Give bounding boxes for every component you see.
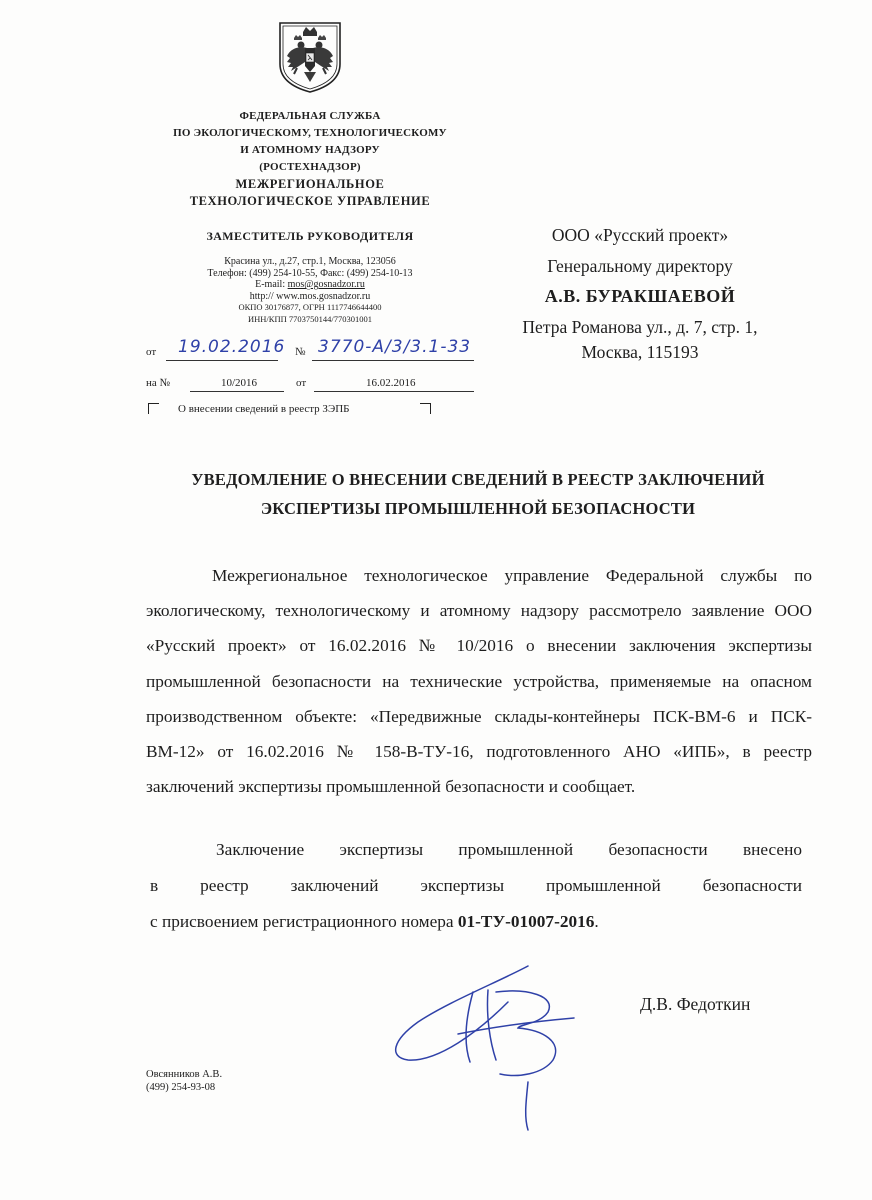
sender-website[interactable]: http:// www.mos.gosnadzor.ru bbox=[249, 290, 371, 302]
ref-number-underline bbox=[312, 360, 474, 361]
word: промышленной bbox=[546, 876, 661, 895]
ref-on-date: 16.02.2016 bbox=[366, 377, 416, 389]
paragraph-2-line-3-text: с присвоением регистрационного номера bbox=[150, 912, 458, 931]
period: . bbox=[594, 912, 599, 931]
word: безопасности bbox=[702, 876, 802, 895]
word: экспертизы bbox=[339, 840, 424, 859]
email-prefix: E-mail: bbox=[255, 279, 288, 291]
agency-line: ПО ЭКОЛОГИЧЕСКОМУ, ТЕХНОЛОГИЧЕСКОМУ bbox=[173, 127, 447, 139]
ref-on-label: на № bbox=[146, 377, 171, 389]
sender-phone: Телефон: (499) 254-10-55, Факс: (499) 254-10-13 bbox=[207, 267, 413, 279]
coat-of-arms-icon bbox=[277, 20, 343, 94]
registration-number: 01-ТУ-01007-2016 bbox=[457, 912, 595, 931]
body-paragraph-1 bbox=[146, 558, 812, 804]
paragraph-1-text: Межрегиональное технологическое управление Федеральной службы по экологическому, технологическому и атомному надзору рассмотрело заявление ООО «Русский проект» от 16.02.2016 № 10/2016 о внесении заключения экспертизы промышленной безопасности на технические устройства, применяемые на опасном производственном объекте: «Передвижные склады-контейнеры ПСК-ВМ-6 и ПСК-ВМ-12» от 16.02.2016 № 158-В-ТУ-16, подготовленного АНО «ИПБ», в реестр заключений экспертизы промышленной безопасности и сообщает. bbox=[146, 566, 812, 797]
sender-position: ЗАМЕСТИТЕЛЬ РУКОВОДИТЕЛЯ bbox=[206, 229, 414, 243]
agency-line: ФЕДЕРАЛЬНАЯ СЛУЖБА bbox=[239, 110, 381, 122]
subject-bracket-left bbox=[148, 403, 159, 414]
recipient-address-2: Москва, 115193 bbox=[581, 342, 699, 362]
signer-name: Д.В. Федоткин bbox=[640, 994, 751, 1014]
ref-number-label: № bbox=[295, 346, 306, 358]
recipient-address-1: Петра Романова ул., д. 7, стр. 1, bbox=[522, 317, 758, 337]
ref-date-underline bbox=[166, 360, 278, 361]
paragraph-2-line-2 bbox=[150, 868, 802, 904]
word: в bbox=[150, 876, 159, 895]
word: безопасности bbox=[608, 840, 708, 859]
sender-email-line bbox=[160, 279, 460, 291]
ref-date-handwritten: 19.02.2016 bbox=[178, 337, 286, 357]
executor-info bbox=[146, 1068, 222, 1094]
executor-phone: (499) 254-93-08 bbox=[146, 1082, 216, 1093]
recipient-position: Генеральному директору bbox=[547, 256, 733, 276]
ref-from-label: от bbox=[146, 346, 157, 358]
recipient-name: А.В. БУРАКШАЕВОЙ bbox=[544, 286, 736, 306]
word: промышленной bbox=[458, 840, 574, 859]
handwritten-signature bbox=[378, 962, 588, 1132]
word: реестр bbox=[200, 876, 249, 895]
sender-okpo: ОКПО 30176877, ОГРН 1117746644400 bbox=[238, 302, 382, 313]
document-title-line-2: ЭКСПЕРТИЗЫ ПРОМЫШЛЕННОЙ БЕЗОПАСНОСТИ bbox=[260, 499, 696, 518]
ref-number-handwritten: 3770-A/3/3.1-33 bbox=[318, 337, 472, 357]
department-line: МЕЖРЕГИОНАЛЬНОЕ bbox=[235, 177, 385, 191]
letter-subject: О внесении сведений в реестр ЗЭПБ bbox=[178, 403, 350, 415]
word: экспертизы bbox=[420, 876, 505, 895]
recipient-org: ООО «Русский проект» bbox=[551, 225, 729, 245]
document-title-line-1: УВЕДОМЛЕНИЕ О ВНЕСЕНИИ СВЕДЕНИЙ В РЕЕСТР ЗАКЛЮЧЕНИЙ bbox=[191, 470, 765, 489]
word: Заключение bbox=[216, 840, 305, 859]
sender-inn: ИНН/КПП 7703750144/770301001 bbox=[248, 313, 372, 324]
ref-on-number-underline bbox=[190, 391, 284, 392]
ref-on-date-underline bbox=[314, 391, 474, 392]
body-paragraph-2 bbox=[150, 832, 802, 940]
agency-line: И АТОМНОМУ НАДЗОРУ bbox=[240, 144, 380, 156]
subject-bracket-right bbox=[420, 403, 431, 414]
sender-email[interactable]: mos@gosnadzor.ru bbox=[287, 279, 365, 291]
agency-name bbox=[140, 108, 480, 210]
executor-name: Овсянников А.В. bbox=[146, 1069, 223, 1080]
ref-on-from-label: от bbox=[296, 377, 307, 389]
paragraph-2-line-3 bbox=[150, 904, 802, 940]
sender-contacts bbox=[160, 256, 460, 326]
word: заключений bbox=[290, 876, 379, 895]
word: внесено bbox=[743, 840, 802, 859]
paragraph-2-line-1 bbox=[150, 832, 802, 868]
sender-address: Красина ул., д.27, стр.1, Москва, 123056 bbox=[224, 256, 396, 267]
ref-on-number: 10/2016 bbox=[221, 377, 258, 389]
department-line: ТЕХНОЛОГИЧЕСКОЕ УПРАВЛЕНИЕ bbox=[189, 194, 431, 208]
agency-line: (РОСТЕХНАДЗОР) bbox=[259, 161, 361, 173]
